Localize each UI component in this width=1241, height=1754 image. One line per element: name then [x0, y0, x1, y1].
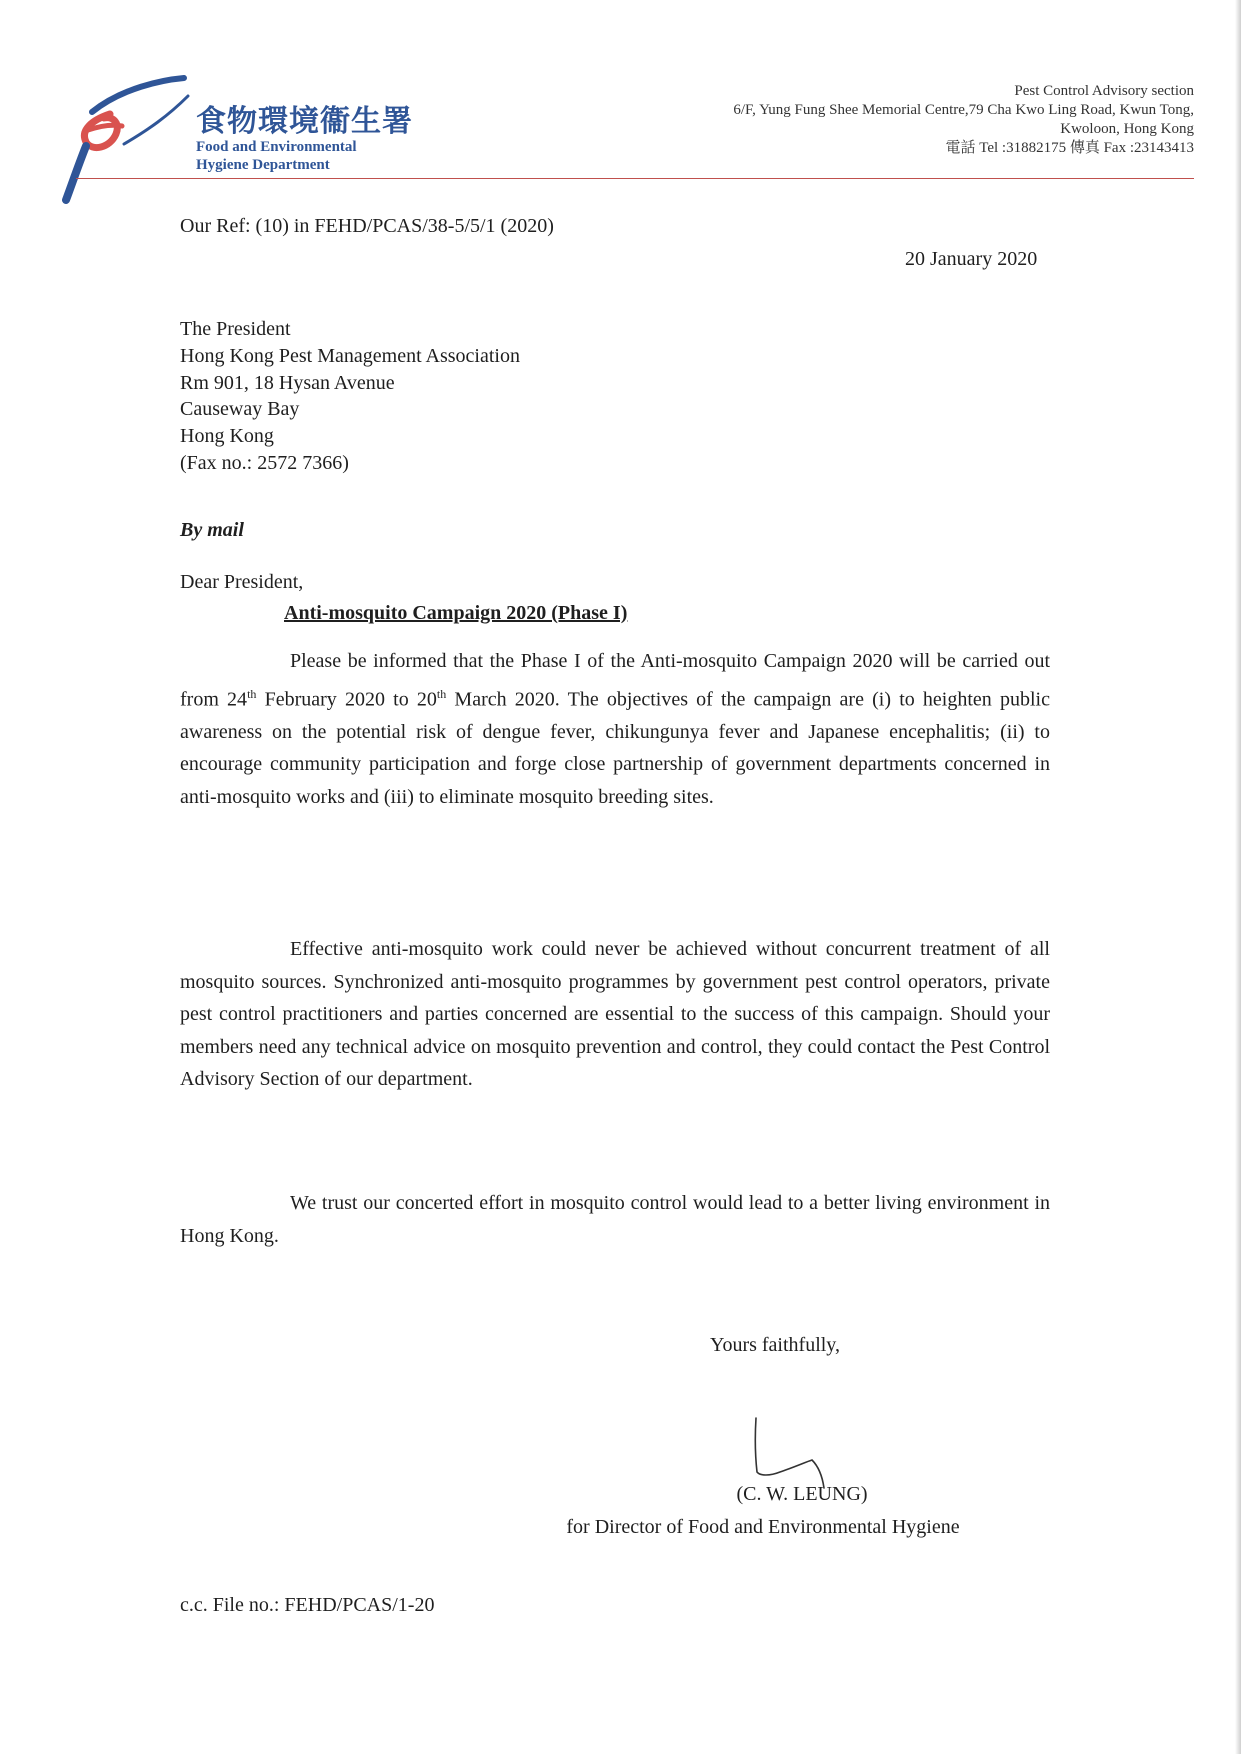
cc-file-number: c.c. File no.: FEHD/PCAS/1-20: [180, 1594, 435, 1616]
contact-numbers: 電話 Tel :31882175 傳真 Fax :23143413: [945, 140, 1194, 156]
recipient-line: Hong Kong: [180, 425, 274, 448]
delivery-method: By mail: [180, 519, 244, 541]
reference-number: Our Ref: (10) in FEHD/PCAS/38-5/5/1 (2020): [180, 215, 554, 237]
address-line1: 6/F, Yung Fung Shee Memorial Centre,79 Cha Kwo Ling Road, Kwun Tong,: [733, 102, 1194, 118]
address-line2: Kwoloon, Hong Kong: [1060, 121, 1194, 137]
paragraph-1-text: February 2020 to 20: [256, 688, 437, 711]
recipient-address: [180, 316, 520, 477]
recipient-line: Causeway Bay: [180, 398, 300, 421]
recipient-line: Hong Kong Pest Management Association: [180, 344, 520, 367]
closing-phrase: Yours faithfully,: [710, 1334, 841, 1356]
paragraph-1-text: March 2020. The objectives of the campaign are (i) to heighten public awareness on the potential risk of dengue fever, chikungunya fever and Japanese encephalitis; (ii) to encourage community participation and forge close partnership of government departments concerned in anti-mosquito works and (iii) to eliminate mosquito breeding sites.: [180, 688, 1050, 809]
recipient-line: (Fax no.: 2572 7366): [180, 451, 349, 474]
letterhead-divider: [76, 178, 1194, 179]
paragraph-2: Effective anti-mosquito work could never be achieved without concurrent treatment of all mosquito sources. Synchronized anti-mosquito programmes by government pest control operators, private pest control practitioners and parties concerned are essential to the success of this campaign. Should your members need any technical advice on mosquito prevention and control, they could contact the Pest Control Advisory Section of our department.: [180, 938, 1050, 1091]
paragraph-1-text: Please be informed that the Phase I of the Anti-mosquito Campaign 2020 will be carried out from 24: [180, 650, 1050, 711]
logo-chinese-name: 食物環境衞生署: [196, 104, 413, 139]
salutation: Dear President,: [180, 571, 304, 593]
logo-english-line1: Food and Environmental: [196, 139, 357, 155]
letter-subject: Anti-mosquito Campaign 2020 (Phase I): [284, 602, 628, 624]
signatory-title: for Director of Food and Environmental Hygiene: [566, 1515, 960, 1538]
paragraph-3: We trust our concerted effort in mosquito control would lead to a better living environment in Hong Kong.: [180, 1192, 1050, 1247]
logo-english-name: [196, 138, 357, 174]
scan-edge-shadow: [1235, 0, 1241, 1754]
signatory-block: [520, 1478, 1006, 1543]
recipient-line: Rm 901, 18 Hysan Avenue: [180, 371, 395, 394]
recipient-line: The President: [180, 318, 291, 340]
logo-english-line2: Hygiene Department: [196, 157, 330, 173]
section-name: Pest Control Advisory section: [1014, 83, 1194, 99]
letterhead-address: [733, 82, 1194, 158]
paragraph-1: [180, 645, 1050, 814]
ordinal-suffix: th: [436, 686, 447, 701]
signatory-name: (C. W. LEUNG): [736, 1483, 868, 1505]
letter-date: 20 January 2020: [905, 248, 1038, 270]
ordinal-suffix: th: [247, 686, 257, 701]
